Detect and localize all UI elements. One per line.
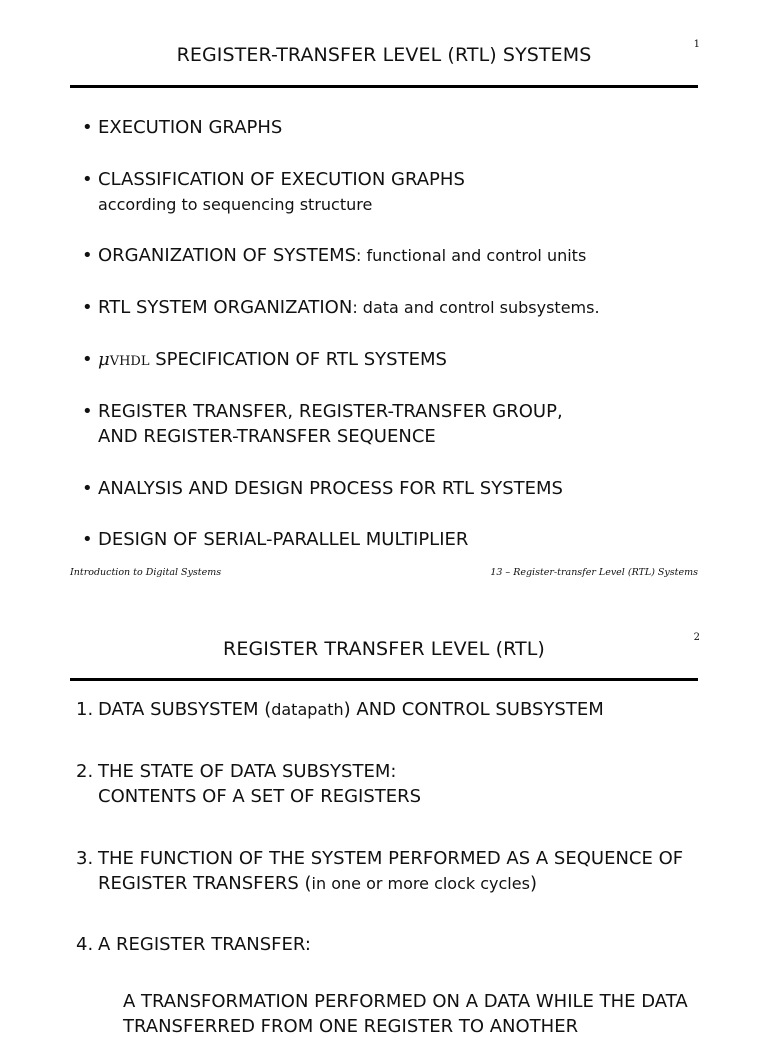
item-text xyxy=(98,243,698,268)
bullet-icon: • xyxy=(82,529,93,550)
item-text xyxy=(98,759,421,809)
item-number: 2. xyxy=(76,761,94,782)
bullet-icon: • xyxy=(82,169,93,190)
item-text xyxy=(98,846,683,896)
item-detail: : functional and control units xyxy=(356,246,587,265)
slide-title: REGISTER TRANSFER LEVEL (RTL) xyxy=(223,638,545,660)
item-main: ORGANIZATION OF SYSTEMS xyxy=(98,245,357,266)
text-part: datapath xyxy=(271,700,344,719)
text-part: REGISTER TRANSFERS ( xyxy=(98,873,312,894)
item-sub: according to sequencing structure xyxy=(98,195,373,214)
item-main: RTL SYSTEM ORGANIZATION xyxy=(98,297,353,318)
bullet-icon: • xyxy=(82,117,93,138)
text-part: DATA SUBSYSTEM ( xyxy=(98,699,272,720)
bullet-icon: • xyxy=(82,297,93,318)
item-text xyxy=(98,347,698,374)
mu-symbol: μ xyxy=(98,349,110,370)
bullet-icon: • xyxy=(82,478,93,499)
item-number: 3. xyxy=(76,848,94,869)
slide-title: REGISTER-TRANSFER LEVEL (RTL) SYSTEMS xyxy=(176,44,592,66)
page-number: 2 xyxy=(693,632,700,643)
slide-2 xyxy=(0,590,768,1037)
title-rule xyxy=(70,85,698,88)
item-text: EXECUTION GRAPHS xyxy=(98,117,283,138)
definition-line-2: TRANSFERRED FROM ONE REGISTER TO ANOTHER xyxy=(123,1016,579,1037)
text-part: ) AND CONTROL SUBSYSTEM xyxy=(343,699,604,720)
item-text xyxy=(98,167,698,217)
item-text: ANALYSIS AND DESIGN PROCESS FOR RTL SYSTEMS xyxy=(98,478,563,499)
footer-chapter: 13 – Register-transfer Level (RTL) Systems xyxy=(490,567,698,578)
item-detail: : data and control subsystems. xyxy=(352,298,600,317)
item-number: 1. xyxy=(76,699,94,720)
text-part: ) xyxy=(529,873,537,894)
footer-course: Introduction to Digital Systems xyxy=(70,567,222,578)
bullet-icon: • xyxy=(82,401,93,422)
item-main: REGISTER TRANSFER, REGISTER-TRANSFER GROUP, xyxy=(98,401,563,422)
text-part: in one or more clock cycles xyxy=(311,874,530,893)
bullet-icon: • xyxy=(82,349,93,370)
item-line1: THE STATE OF DATA SUBSYSTEM: xyxy=(98,761,397,782)
item-text xyxy=(98,697,604,722)
item-main: SPECIFICATION OF RTL SYSTEMS xyxy=(149,349,447,370)
item-number: 4. xyxy=(76,934,94,955)
page-number: 1 xyxy=(693,39,700,50)
title-rule xyxy=(70,678,698,681)
bullet-icon: • xyxy=(82,245,93,266)
definition-line-1: A TRANSFORMATION PERFORMED ON A DATA WHILE THE DATA xyxy=(123,991,688,1012)
item-text: A REGISTER TRANSFER: xyxy=(98,934,311,955)
vhdl-label: VHDL xyxy=(109,354,150,369)
item-line2: AND REGISTER-TRANSFER SEQUENCE xyxy=(98,426,436,447)
item-line1: THE FUNCTION OF THE SYSTEM PERFORMED AS A SEQUENCE OF xyxy=(98,848,684,869)
item-line2: CONTENTS OF A SET OF REGISTERS xyxy=(98,786,422,807)
item-text: DESIGN OF SERIAL-PARALLEL MULTIPLIER xyxy=(98,529,469,550)
item-main: CLASSIFICATION OF EXECUTION GRAPHS xyxy=(98,169,465,190)
item-text xyxy=(98,295,698,320)
item-text xyxy=(98,399,698,449)
